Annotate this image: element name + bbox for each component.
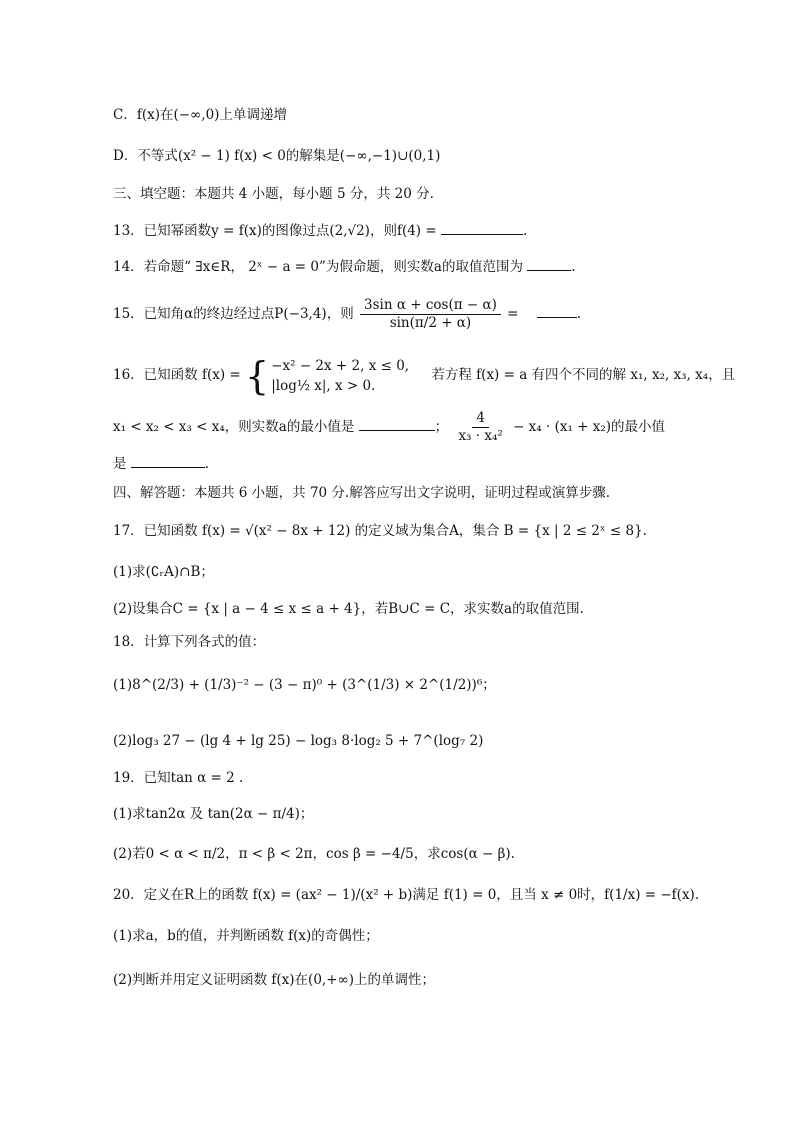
q18-text: 18．计算下列各式的值： <box>113 634 266 650</box>
option-c <box>113 104 714 126</box>
q13-end: . <box>522 223 528 239</box>
question-19 <box>113 767 714 789</box>
q15-end: . <box>576 306 582 322</box>
q20-text: 20．定义在R上的函数 f(x) = (ax² − 1)/(x² + b)满足 f(1) = 0，且当 x ≠ 0时，f(1/x) = −f(x). <box>113 887 700 903</box>
q15-fraction <box>360 297 501 332</box>
section-fill-in-heading <box>113 183 714 205</box>
q15-denominator: sin(π/2 + α) <box>389 315 472 331</box>
option-d-text: D．不等式(x² − 1) f(x) < 0的解集是(−∞,−1)∪(0,1) <box>113 148 441 164</box>
q16-text-4: − x₄ · (x₁ + x₂)的最小值 <box>513 419 666 435</box>
question-18-part-2 <box>113 730 714 752</box>
piecewise-function <box>245 353 410 398</box>
brace-icon: { <box>245 353 270 398</box>
answer-blank[interactable] <box>359 416 435 431</box>
option-d <box>113 145 714 167</box>
question-20 <box>113 884 714 906</box>
q14-text: 14．若命题“ ∃x∈R， 2ˣ − a = 0”为假命题，则实数a的取值范围为 <box>113 259 523 275</box>
answer-blank[interactable] <box>131 453 205 468</box>
section-3-text: 三、填空题：本题共 4 小题，每小题 5 分，共 20 分. <box>113 186 434 202</box>
q18-1-text: (1)8^(2/3) + (1/3)⁻² − (3 − π)⁰ + (3^(1/3) × 2^(1/2))⁶； <box>113 677 496 693</box>
question-15 <box>113 284 714 344</box>
question-14 <box>113 256 714 278</box>
question-16-line-2 <box>113 407 714 447</box>
case-1: −x² − 2x + 2, x ≤ 0, <box>271 357 410 374</box>
question-19-part-1 <box>113 803 714 825</box>
q18-2-text: (2)log₃ 27 − (lg 4 + lg 25) − log₃ 8·log₂ 5 + 7^(log₇ 2) <box>113 733 484 749</box>
question-18-part-1 <box>113 674 714 696</box>
question-16-line-3 <box>113 453 714 475</box>
answer-blank[interactable] <box>527 256 571 271</box>
q20-2-text: (2)判断并用定义证明函数 f(x)在(0,+∞)上的单调性； <box>113 972 436 988</box>
question-20-part-2 <box>113 969 714 991</box>
question-13 <box>113 220 714 242</box>
q19-1-text: (1)求tan2α 及 tan(2α − π/4)； <box>113 806 314 822</box>
q15-numerator: 3sin α + cos(π − α) <box>360 297 501 315</box>
q17-2-text: (2)设集合C = {x | a − 4 ≤ x ≤ a + 4}，若B∪C = C，求实数a的取值范围. <box>113 601 584 617</box>
q15-text: 15．已知角α的终边经过点P(−3,4)，则 <box>113 306 354 322</box>
q17-text: 17．已知函数 f(x) = √(x² − 8x + 12) 的定义域为集合A，集合 B = {x | 2 ≤ 2ˣ ≤ 8}. <box>113 523 647 539</box>
q19-text: 19．已知tan α = 2 . <box>113 770 244 786</box>
q16-text: 16．已知函数 f(x) = <box>113 367 241 383</box>
option-c-text: C．f(x)在(−∞,0)上单调递增 <box>113 107 287 123</box>
q16-fraction <box>454 410 506 445</box>
q16-text-3: x₁ < x₂ < x₃ < x₄，则实数a的最小值是 <box>113 419 355 435</box>
question-16 <box>113 350 736 400</box>
q17-1-text: (1)求(∁ᵣA)∩B； <box>113 564 214 580</box>
question-17-part-2 <box>113 598 714 620</box>
question-18 <box>113 631 714 653</box>
q16-denominator: x₃ · x₄² <box>458 428 503 444</box>
piecewise-cases <box>271 356 409 396</box>
q15-equals: = <box>507 306 519 322</box>
question-17-part-1 <box>113 561 714 583</box>
question-19-part-2 <box>113 843 714 865</box>
q16-numerator: 4 <box>472 410 489 428</box>
q16-end: . <box>204 456 210 472</box>
question-20-part-1 <box>113 925 714 947</box>
question-17 <box>113 520 714 542</box>
answer-blank[interactable] <box>537 303 577 318</box>
q13-text: 13．已知幂函数y = f(x)的图像过点(2,√2)，则f(4) = <box>113 223 437 239</box>
q14-end: . <box>571 259 576 275</box>
q16-semicolon: ； <box>434 419 449 435</box>
q20-1-text: (1)求a，b的值，并判断函数 f(x)的奇偶性； <box>113 928 379 944</box>
q19-2-text: (2)若0 < α < π/2，π < β < 2π，cos β = −4/5，求cos(α − β). <box>113 846 515 862</box>
q16-text-5: 是 <box>113 456 127 472</box>
q16-text-2: 若方程 f(x) = a 有四个不同的解 x₁, x₂, x₃, x₄，且 <box>431 367 736 383</box>
section-answer-heading <box>113 482 714 504</box>
answer-blank[interactable] <box>441 220 523 235</box>
section-4-text: 四、解答题：本题共 6 小题，共 70 分.解答应写出文字说明，证明过程或演算步骤. <box>113 485 611 501</box>
case-2: |log½ x|, x > 0. <box>271 377 376 394</box>
